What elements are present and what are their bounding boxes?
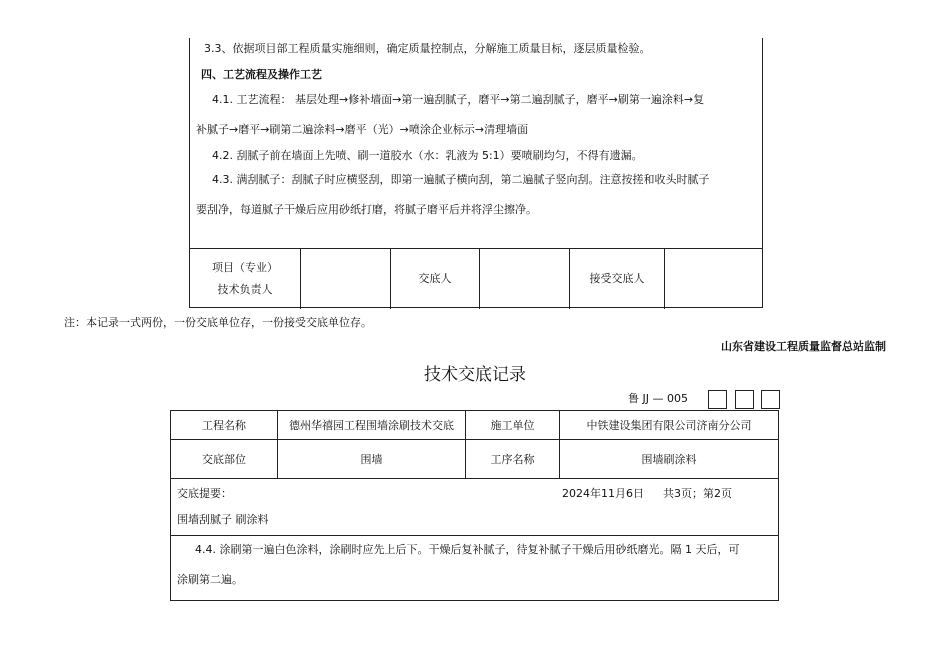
sig-label-1b: 技术负责人 bbox=[217, 283, 273, 296]
project-name-label: 工程名称 bbox=[171, 411, 278, 439]
code-box-3 bbox=[761, 390, 780, 409]
sig-field-tech-lead bbox=[301, 249, 391, 309]
sig-label-discloser bbox=[391, 249, 480, 309]
text-3-3: 3.3、依据项目部工程质量实施细则，确定质量控制点，分解施工质量目标，逐层质量检验。 bbox=[204, 42, 651, 55]
process-label: 工序名称 bbox=[466, 440, 560, 478]
text-4-4b: 涂刷第二遍。 bbox=[177, 573, 243, 586]
process-value: 围墙刷涂料 bbox=[641, 453, 697, 466]
part-label: 交底部位 bbox=[171, 440, 278, 478]
signature-row bbox=[190, 248, 762, 309]
text-4-1b: 补腻子→磨平→刷第二遍涂料→磨平（光）→喷涂企业标示→清理墙面 bbox=[196, 123, 529, 136]
text-4-2: 4.2. 刮腻子前在墙面上先喷、刷一道胶水（水：乳液为 5:1）要喷刷均匀，不得有遗漏。 bbox=[212, 149, 643, 162]
sig-field-discloser bbox=[480, 249, 570, 309]
text-4-4a: 4.4. 涂刷第一遍白色涂料，涂刷时应先上后下。干燥后复补腻子，待复补腻子干燥后用砂纸磨光。隔 1 天后，可 bbox=[195, 543, 740, 556]
sig-label-tech-lead bbox=[190, 249, 301, 309]
code-box-1 bbox=[708, 390, 727, 409]
previous-page-box bbox=[189, 38, 763, 308]
code-box-2 bbox=[735, 390, 754, 409]
page-title: 技术交底记录 bbox=[424, 365, 526, 385]
form-number: 鲁 JJ — 005 bbox=[628, 392, 688, 405]
summary-label: 交底提要： bbox=[177, 487, 232, 500]
text-4-1a: 4.1. 工艺流程： 基层处理→修补墙面→第一遍刮腻子，磨平→第二遍刮腻子，磨平→刷第一遍涂料→复 bbox=[212, 93, 705, 106]
disclosure-table bbox=[170, 410, 779, 601]
page-count: 共3页；第2页 bbox=[663, 487, 732, 500]
sig-label-2: 交底人 bbox=[418, 272, 452, 285]
contractor-value: 中铁建设集团有限公司济南分公司 bbox=[586, 419, 752, 432]
sig-label-receiver bbox=[570, 249, 665, 309]
sig-field-receiver bbox=[665, 249, 762, 309]
part-value: 围墙 bbox=[278, 440, 466, 478]
disclosure-date: 2024年11月6日 bbox=[562, 487, 644, 500]
row-summary bbox=[171, 479, 778, 536]
footnote: 注：本记录一式两份，一份交底单位存，一份接受交底单位存。 bbox=[64, 316, 372, 329]
row-project bbox=[171, 411, 778, 440]
sig-label-1a: 项目（专业） bbox=[212, 261, 278, 274]
heading-4: 四、工艺流程及操作工艺 bbox=[201, 68, 322, 81]
text-4-3a: 4.3. 满刮腻子：刮腻子时应横竖刮，即第一遍腻子横向刮，第二遍腻子竖向刮。注意按搓和收头时腻子 bbox=[212, 173, 710, 186]
sig-label-3: 接受交底人 bbox=[589, 272, 645, 285]
row-part bbox=[171, 440, 778, 479]
project-name-value: 德州华禧园工程围墙涂刷技术交底 bbox=[278, 411, 466, 439]
issuing-org: 山东省建设工程质量监督总站监制 bbox=[721, 340, 886, 353]
contractor-label: 施工单位 bbox=[466, 411, 560, 439]
summary-value: 围墙刮腻子 刷涂料 bbox=[177, 513, 269, 526]
text-4-3b: 要刮净，每道腻子干燥后应用砂纸打磨，将腻子磨平后并将浮尘擦净。 bbox=[196, 203, 537, 216]
